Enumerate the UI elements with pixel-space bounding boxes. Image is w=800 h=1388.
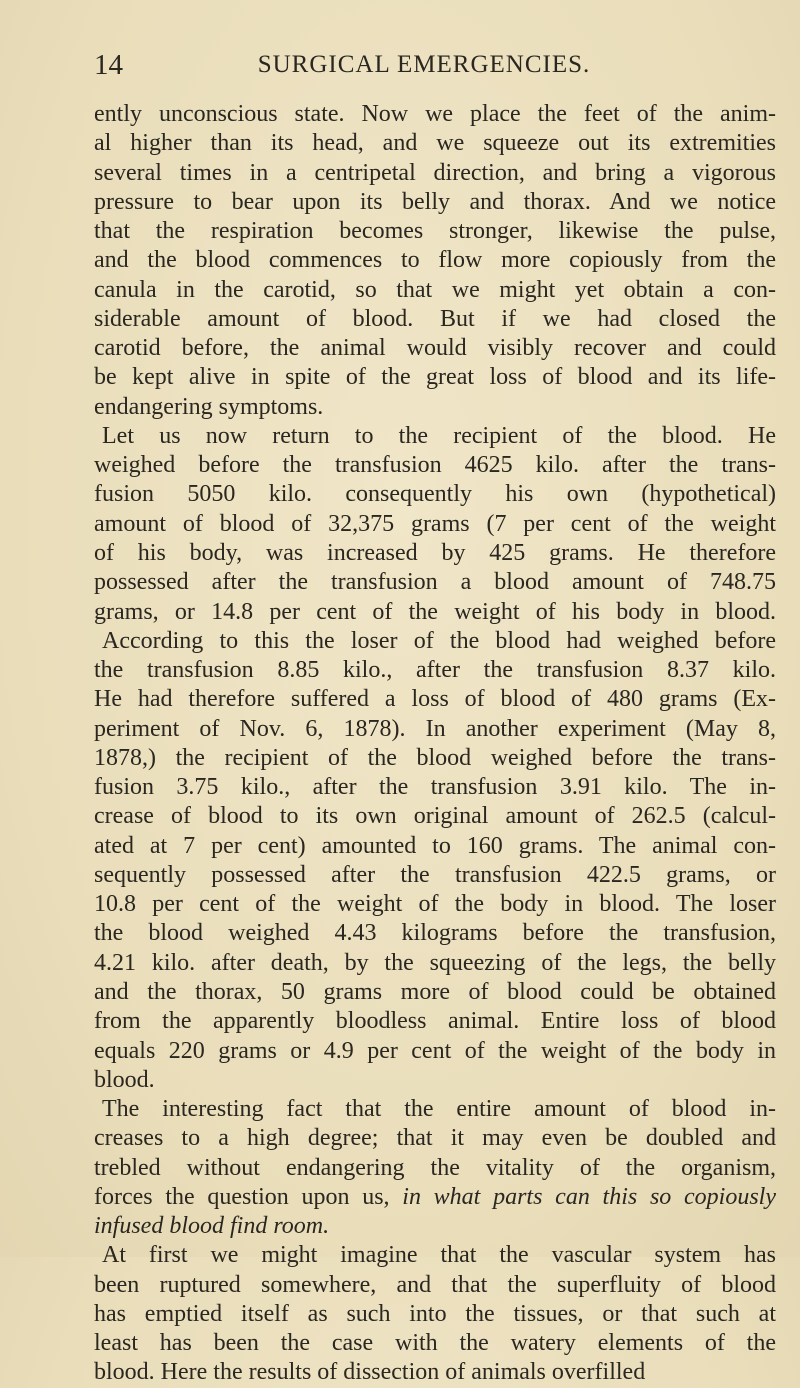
text-run: has emptied itself as such into the tissues, or that such at [94,1300,776,1327]
text-run: the transfusion 8.85 kilo., after the transfusion 8.37 kilo. [94,657,776,684]
text-run: been ruptured somewhere, and that the superfluity of blood [94,1271,776,1298]
text-line [94,1095,776,1124]
text-line [94,598,776,627]
text-line [94,1037,776,1066]
text-line [94,1271,776,1300]
text-line [94,305,776,334]
text-line [94,188,776,217]
text-run: fusion 3.75 kilo., after the transfusion 3.91 kilo. The in- [94,774,776,801]
text-line [94,1066,776,1095]
text-run: trebled without endangering the vitality of the organism, [94,1154,776,1181]
text-line [94,861,776,890]
text-line [94,422,776,451]
text-line [94,715,776,744]
text-line [94,568,776,597]
text-run: grams, or 14.8 per cent of the weight of his body in blood. [94,598,776,625]
text-run: equals 220 grams or 4.9 per cent of the weight of the body in [94,1037,776,1064]
text-line [94,802,776,831]
text-run: 1878,) the recipient of the blood weighed before the trans- [94,744,776,771]
text-run: least has been the case with the watery elements of the [94,1330,776,1357]
text-run: periment of Nov. 6, 1878). In another experiment (May 8, [94,715,776,742]
text-run: canula in the carotid, so that we might yet obtain a con- [94,276,776,303]
text-line [94,129,776,158]
text-run: that the respiration becomes stronger, likewise the pulse, [94,218,776,245]
text-run: crease of blood to its own original amount of 262.5 (calcul- [94,803,776,830]
text-run: be kept alive in spite of the great loss of blood and its life- [94,364,776,391]
text-line [94,773,776,802]
text-run: of his body, was increased by 425 grams. He therefore [94,539,776,566]
text-line [94,978,776,1007]
text-run: amount of blood of 32,375 grams (7 per cent of the weight [94,510,776,537]
text-run: ently unconscious state. Now we place the feet of the anim- [94,101,776,127]
text-line [94,627,776,656]
text-run: and the blood commences to flow more copiously from the [94,247,776,274]
text-line [94,919,776,948]
body-text [94,100,776,1388]
text-run: carotid before, the animal would visibly recover and could [94,335,776,362]
text-line [94,363,776,392]
text-run: The interesting fact that the entire amount of blood in- [102,1096,776,1123]
text-run: sequently possessed after the transfusion 422.5 grams, or [94,861,776,888]
text-run: blood. Here the results of dissection of animals overfilled [94,1359,646,1386]
text-line [94,451,776,480]
text-line [94,1241,776,1270]
text-run: At first we might imagine that the vascular system has [102,1242,776,1269]
text-line [94,656,776,685]
text-line [94,1212,776,1241]
text-line [94,1300,776,1329]
text-run: and the thorax, 50 grams more of blood could be obtained [94,978,776,1005]
text-line [94,510,776,539]
text-run: fusion 5050 kilo. consequently his own (hypothetical) [94,481,776,508]
italic-text: infused blood find room. [94,1213,330,1240]
text-run: weighed before the transfusion 4625 kilo. after the trans- [94,452,776,479]
page-number: 14 [94,49,123,81]
text-line [94,539,776,568]
text-line [94,100,776,129]
text-run: He had therefore suffered a loss of blood of 480 grams (Ex- [94,686,776,713]
text-line [94,890,776,919]
text-run: possessed after the transfusion a blood amount of 748.75 [94,569,776,596]
text-run: 10.8 per cent of the weight of the body in blood. The loser [94,891,776,918]
text-line [94,744,776,773]
text-line [94,246,776,275]
chapter-title: SURGICAL EMERGENCIES. [257,51,591,78]
text-line [94,217,776,246]
text-line [94,1124,776,1153]
text-line [94,393,776,422]
text-run: According to this the loser of the blood had weighed before [102,627,776,654]
running-head [94,48,754,82]
text-run: al higher than its head, and we squeeze out its extremities [94,130,776,157]
text-run: 4.21 kilo. after death, by the squeezing of the legs, the belly [94,949,776,976]
text-line [94,480,776,509]
text-run: pressure to bear upon its belly and thorax. And we notice [94,188,776,215]
text-run: forces the question upon us, [94,1183,403,1210]
text-line [94,1183,776,1212]
text-run: creases to a high degree; that it may even be doubled and [94,1125,776,1152]
text-line [94,1007,776,1036]
text-run: Let us now return to the recipient of the blood. He [102,422,776,449]
text-run: the blood weighed 4.43 kilograms before the transfusion, [94,920,776,947]
text-run: blood. [94,1066,155,1093]
text-line [94,1358,776,1387]
text-line [94,1154,776,1183]
text-line [94,1329,776,1358]
italic-text: in what parts can this so copiously [402,1183,777,1210]
text-run: ated at 7 per cent) amounted to 160 grams. The animal con- [94,832,776,859]
text-line [94,685,776,714]
text-line [94,276,776,305]
text-run: endangering symptoms. [94,393,324,420]
text-line [94,949,776,978]
text-run: from the apparently bloodless animal. Entire loss of blood [94,1008,776,1035]
text-run: siderable amount of blood. But if we had closed the [94,305,776,332]
text-line [94,159,776,188]
text-run: several times in a centripetal direction, and bring a vigorous [94,159,776,186]
text-line [94,832,776,861]
text-line [94,334,776,363]
